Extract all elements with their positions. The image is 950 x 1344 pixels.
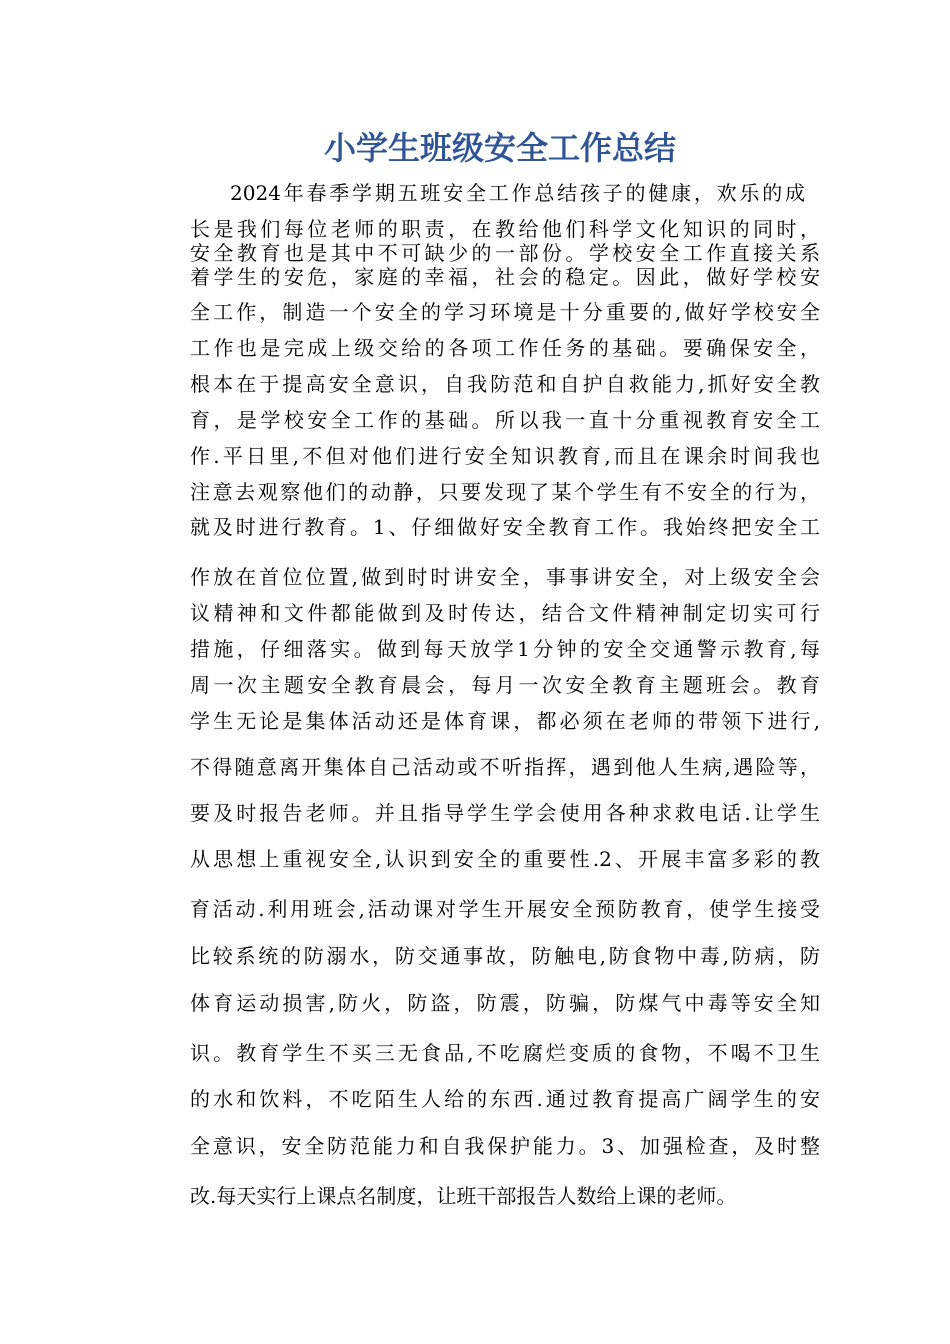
body-line: 从思想上重视安全,认识到安全的重要性.2、开展丰富多彩的教	[190, 847, 820, 871]
body-line: 根本在于提高安全意识，自我防范和自护自救能力,抓好安全教	[190, 372, 820, 396]
body-line: 措施，仔细落实。做到每天放学1分钟的安全交通警示教育,每	[190, 637, 820, 661]
body-line: 周一次主题安全教育晨会，每月一次安全教育主题班会。教育	[190, 673, 820, 697]
body-line: 全工作，制造一个安全的学习环境是十分重要的,做好学校安全	[190, 300, 820, 324]
body-line: 工作也是完成上级交给的各项工作任务的基础。要确保安全，	[190, 336, 820, 360]
body-line: 安全教育也是其中不可缺少的一部份。学校安全工作直接关系	[190, 241, 820, 265]
body-line: 议精神和文件都能做到及时传达，结合文件精神制定切实可行	[190, 601, 820, 625]
body-line: 的水和饮料，不吃陌生人给的东西.通过教育提高广阔学生的安	[190, 1087, 820, 1111]
body-line: 着学生的安危，家庭的幸福，社会的稳定。因此，做好学校安	[190, 265, 820, 289]
body-line: 长是我们每位老师的职责，在教给他们科学文化知识的同时，	[190, 217, 820, 241]
body-line: 作放在首位位置,做到时时讲安全，事事讲安全，对上级安全会	[190, 565, 820, 589]
body-line: 学生无论是集体活动还是体育课，都必须在老师的带领下进行,	[190, 709, 820, 733]
document-title: 小学生班级安全工作总结	[323, 129, 676, 167]
body-line: 2024年春季学期五班安全工作总结孩子的健康，欢乐的成	[230, 181, 805, 205]
body-line: 识。教育学生不买三无食品,不吃腐烂变质的食物，不喝不卫生	[190, 1041, 820, 1065]
body-line: 要及时报告老师。并且指导学生学会使用各种求救电话.让学生	[190, 801, 820, 825]
body-line: 不得随意离开集体自己活动或不听指挥，遇到他人生病,遇险等，	[190, 755, 820, 779]
body-line: 全意识，安全防范能力和自我保护能力。3、加强检查，及时整	[190, 1134, 820, 1158]
body-line: 改.每天实行上课点名制度，让班干部报告人数给上课的老师。	[190, 1184, 737, 1208]
body-line: 比较系统的防溺水，防交通事故，防触电,防食物中毒,防病，防	[190, 944, 820, 968]
body-line: 就及时进行教育。1、仔细做好安全教育工作。我始终把安全工	[190, 515, 820, 539]
body-line: 作.平日里,不但对他们进行安全知识教育,而且在课余时间我也	[190, 444, 820, 468]
body-line: 育活动.利用班会,活动课对学生开展安全预防教育，使学生接受	[190, 897, 820, 921]
body-line: 体育运动损害,防火，防盗，防震，防骗，防煤气中毒等安全知	[190, 991, 820, 1015]
body-line: 注意去观察他们的动静，只要发现了某个学生有不安全的行为，	[190, 480, 820, 504]
body-line: 育，是学校安全工作的基础。所以我一直十分重视教育安全工	[190, 408, 820, 432]
